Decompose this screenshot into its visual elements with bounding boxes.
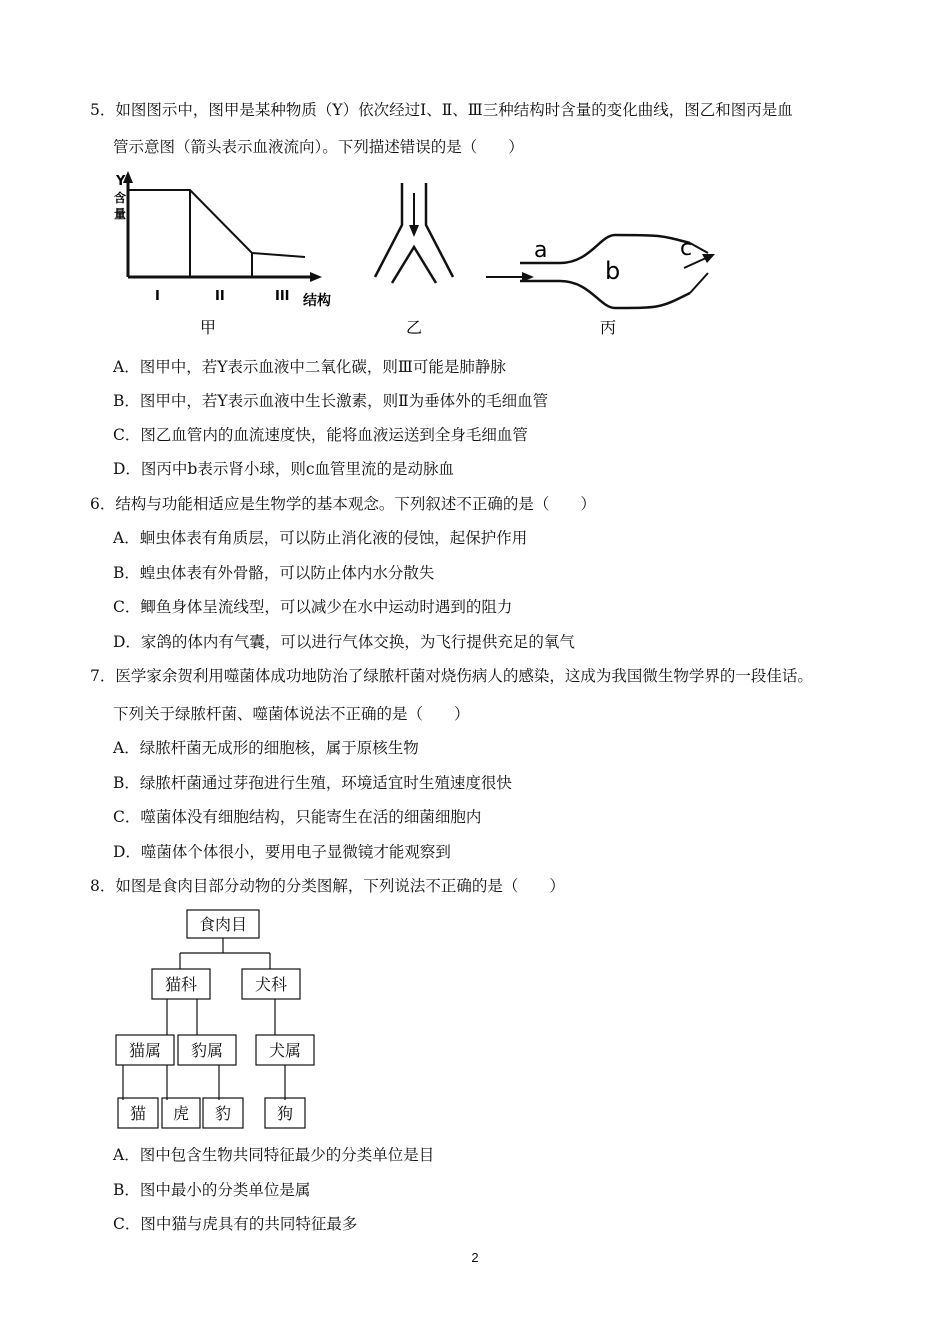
label-species-leopard: 豹: [214, 1104, 232, 1123]
q7-stem-line2: 下列关于绿脓杆菌、噬菌体说法不正确的是（ ）: [113, 705, 470, 723]
jia-y-label-1: Y: [116, 174, 126, 189]
q8-option-a: A．图中包含生物共同特征最少的分类单位是目: [113, 1146, 435, 1164]
q7-stem-line1: 7．医学家余贺利用噬菌体成功地防治了绿脓杆菌对烧伤病人的感染，这成为我国微生物学界的一段佳话。: [90, 667, 813, 685]
jia-tick-2: II: [215, 289, 225, 304]
bing-label-b: b: [605, 257, 621, 285]
figure-jia: [123, 171, 322, 282]
jia-caption: 甲: [200, 318, 217, 337]
jia-tick-1: I: [155, 289, 160, 304]
label-species-dog: 狗: [276, 1104, 294, 1123]
label-genus-leopard: 豹属: [190, 1041, 224, 1060]
q6-option-d: D．家鸽的体内有气囊，可以进行气体交换，为飞行提供充足的氧气: [113, 633, 575, 651]
q7-option-a: A．绿脓杆菌无成形的细胞核，属于原核生物: [113, 739, 419, 757]
q7-option-d: D．噬菌体个体很小，要用电子显微镜才能观察到: [113, 843, 451, 861]
label-family-dog: 犬科: [254, 975, 288, 994]
label-genus-dog: 犬属: [268, 1041, 302, 1060]
q8-stem: 8．如图是食肉目部分动物的分类图解，下列说法不正确的是（ ）: [90, 877, 565, 895]
q6-option-a: A．蛔虫体表有角质层，可以防止消化液的侵蚀，起保护作用: [113, 529, 528, 547]
q5-stem-line1: 5．如图图示中，图甲是某种物质（Y）依次经过Ⅰ、Ⅱ、Ⅲ三种结构时含量的变化曲线，图乙和图丙是血: [90, 101, 793, 119]
label-species-tiger: 虎: [172, 1104, 190, 1123]
page-number: 2: [471, 1250, 479, 1265]
label-family-cat: 猫科: [164, 975, 198, 994]
bing-label-c: c: [680, 236, 693, 261]
bing-caption: 丙: [600, 318, 617, 337]
figure-bing: [486, 235, 708, 308]
bing-label-a: a: [534, 238, 548, 263]
jia-y-label-3: 量: [114, 207, 127, 221]
label-order: 食肉目: [198, 915, 248, 934]
yi-caption: 乙: [406, 318, 423, 337]
figure-yi: [375, 183, 453, 283]
q5-option-d: D．图丙中b表示肾小球，则c血管里流的是动脉血: [113, 460, 455, 478]
jia-y-label-2: 含: [114, 191, 127, 205]
q8-classification-tree: [105, 905, 335, 1130]
q8-option-b: B．图中最小的分类单位是属: [113, 1181, 311, 1199]
q7-option-b: B．绿脓杆菌通过芽孢进行生殖，环境适宜时生殖速度很快: [113, 774, 512, 792]
q5-figures: [100, 165, 740, 345]
jia-x-label: 结构: [303, 293, 331, 309]
label-species-cat: 猫: [129, 1104, 147, 1123]
q6-option-c: C．鲫鱼身体呈流线型，可以减少在水中运动时遇到的阻力: [113, 598, 513, 616]
q8-option-c: C．图中猫与虎具有的共同特征最多: [113, 1215, 358, 1233]
q5-stem-line2: 管示意图（箭头表示血液流向）。下列描述错误的是（ ）: [113, 138, 524, 156]
label-genus-cat: 猫属: [128, 1041, 162, 1060]
q6-option-b: B．蝗虫体表有外骨骼，可以防止体内水分散失: [113, 564, 435, 582]
jia-tick-3: III: [275, 289, 290, 304]
q5-option-a: A．图甲中，若Y表示血液中二氧化碳，则Ⅲ可能是肺静脉: [113, 358, 506, 376]
q7-option-c: C．噬菌体没有细胞结构，只能寄生在活的细菌细胞内: [113, 808, 482, 826]
q5-option-b: B．图甲中，若Y表示血液中生长激素，则Ⅱ为垂体外的毛细血管: [113, 392, 549, 410]
q5-option-c: C．图乙血管内的血流速度快，能将血液运送到全身毛细血管: [113, 426, 528, 444]
q6-stem: 6．结构与功能相适应是生物学的基本观念。下列叙述不正确的是（ ）: [90, 495, 596, 513]
